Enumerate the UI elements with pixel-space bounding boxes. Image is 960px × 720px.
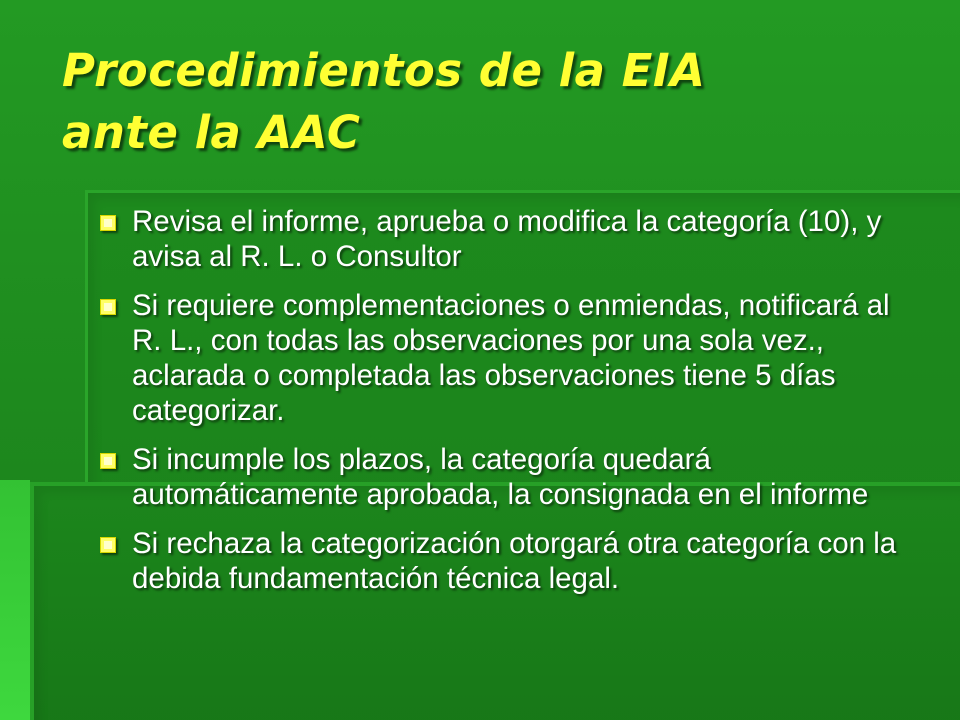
bullet-item [98,526,913,596]
bullet-text: Si rechaza la categorización otorgará otra categoría con la debida fundamentación técnica legal. [132,527,897,595]
bullet-item [98,204,913,274]
bullet-item [98,442,913,512]
slide-title [62,40,922,164]
bullet-text: Si incumple los plazos, la categoría quedará automáticamente aprobada, la consignada en el informe [132,443,869,511]
square-bullet-icon [100,453,116,469]
bullet-list [98,204,913,610]
slide-title-line-2: ante la AAC [62,106,361,159]
decorative-side-glow [0,480,30,720]
bullet-item [98,288,913,428]
square-bullet-icon [100,537,116,553]
slide-title-line-1: Procedimientos de la EIA [62,44,706,97]
square-bullet-icon [100,299,116,315]
bullet-text: Si requiere complementaciones o enmiendas, notificará al R. L., con todas las observaciones por una sola vez., aclarada o completada las observaciones tiene 5 días categorizar. [132,289,890,427]
square-bullet-icon [100,215,116,231]
bullet-text: Revisa el informe, aprueba o modifica la categoría (10), y avisa al R. L. o Consultor [132,205,882,273]
